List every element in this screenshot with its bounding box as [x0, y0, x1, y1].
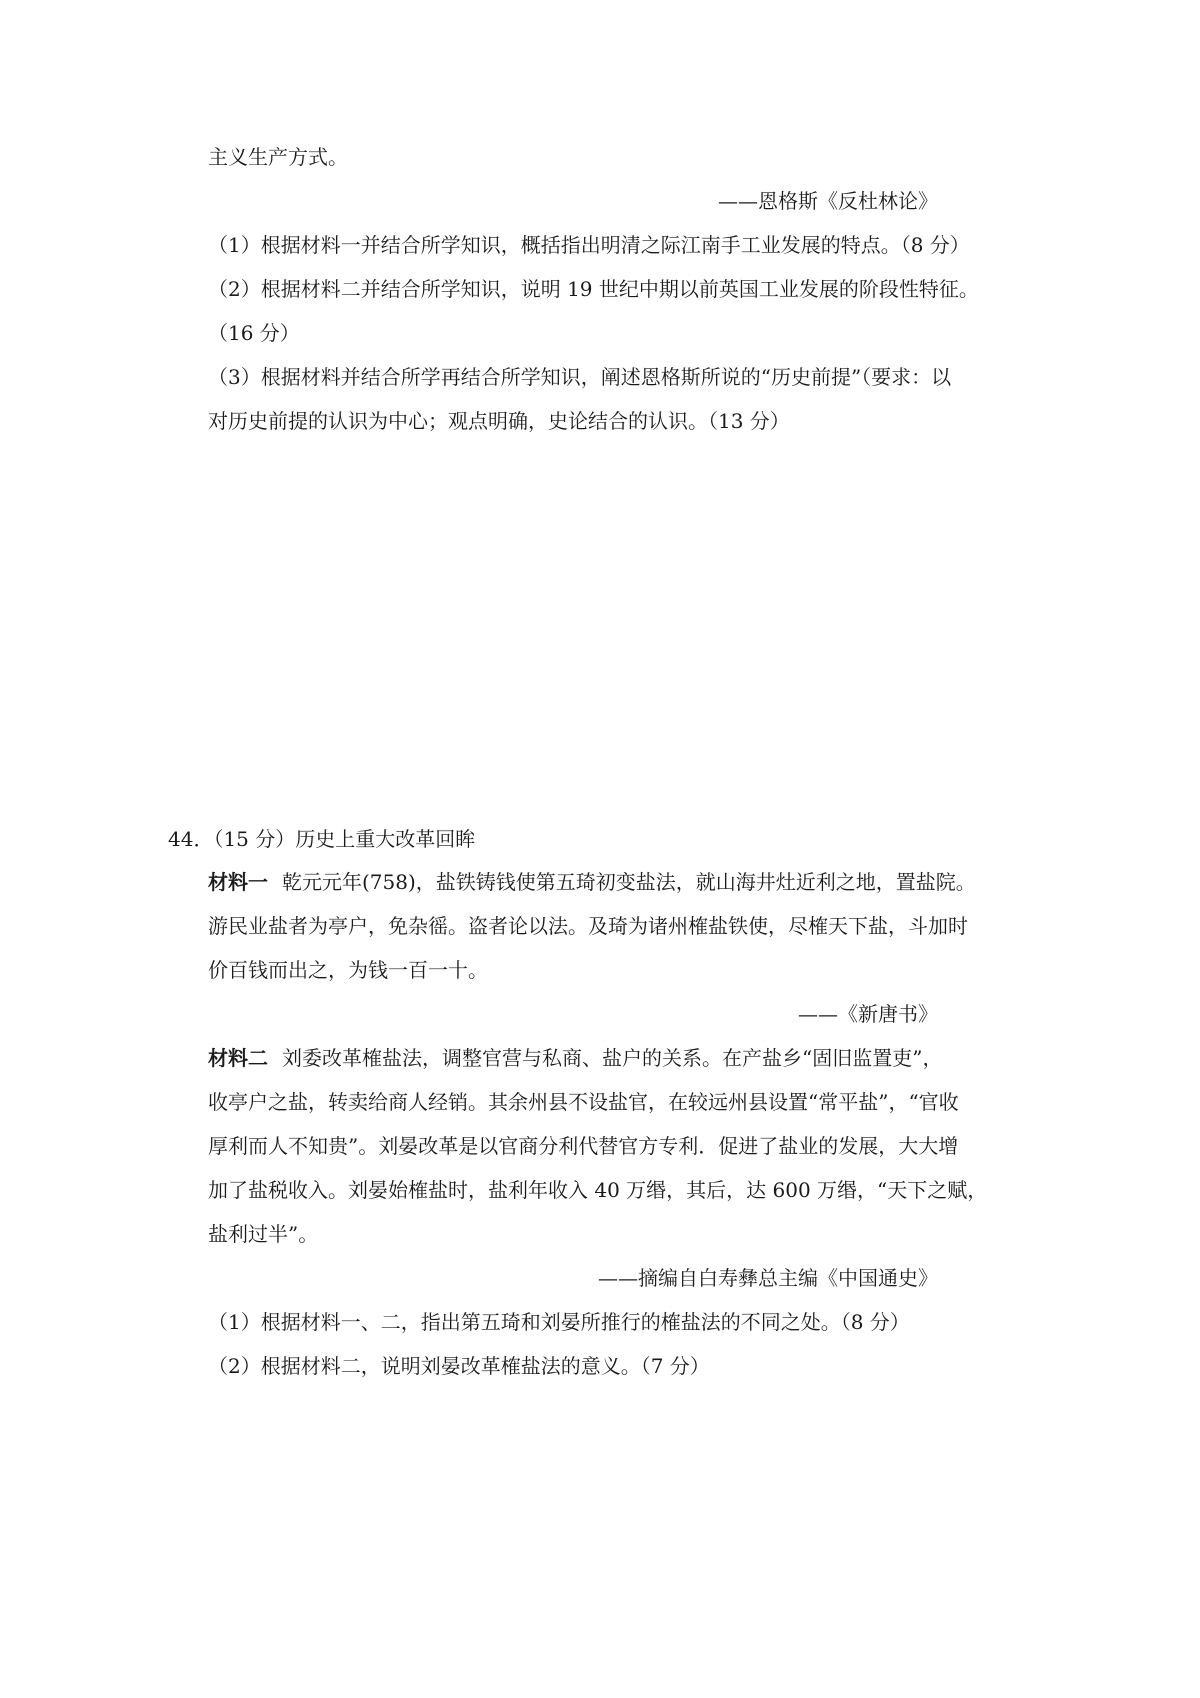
q43-continued-line: 主义生产方式。	[208, 145, 348, 169]
material1-label: 材料一	[208, 870, 268, 894]
q44-material1-line1	[208, 868, 976, 896]
q43-source: ——恩格斯《反杜林论》	[718, 189, 938, 213]
q44-material1-line2: 游民业盐者为亭户，免杂徭。盗者论以法。及琦为诸州榷盐铁使，尽榷天下盐，斗加时	[208, 914, 968, 938]
q44-sub2: （2）根据材料二，说明刘晏改革榷盐法的意义。（7 分）	[208, 1354, 710, 1378]
q43-sub2-line1: （2）根据材料二并结合所学知识，说明 19 世纪中期以前英国工业发展的阶段性特征。	[208, 277, 979, 301]
q44-sub1: （1）根据材料一、二，指出第五琦和刘晏所推行的榷盐法的不同之处。（8 分）	[208, 1310, 910, 1334]
q44-material2-line1	[208, 1044, 942, 1072]
material2-text-line1: 刘委改革榷盐法，调整官营与私商、盐户的关系。在产盐乡“固旧监置吏”，	[282, 1046, 943, 1070]
material2-label: 材料二	[208, 1046, 268, 1070]
q43-sub3-line2: 对历史前提的认识为中心；观点明确，史论结合的认识。（13 分）	[208, 409, 790, 433]
q43-sub2-line2: （16 分）	[208, 321, 300, 345]
q44-material2-line5: 盐利过半”。	[208, 1222, 319, 1246]
q44-material2-line3: 厚利而人不知贵”。刘晏改革是以官商分利代替官方专利．促进了盐业的发展，大大增	[208, 1134, 959, 1158]
q44-material2-line4: 加了盐税收入。刘晏始榷盐时，盐利年收入 40 万缗，其后，达 600 万缗，“天下之赋，	[208, 1178, 988, 1202]
q43-sub3-line1: （3）根据材料并结合所学再结合所学知识，阐述恩格斯所说的“历史前提”（要求：以	[208, 365, 952, 389]
q43-sub1: （1）根据材料一并结合所学知识，概括指出明清之际江南手工业发展的特点。（8 分）	[208, 233, 970, 257]
material1-text-line1: 乾元元年(758)，盐铁铸钱使第五琦初变盐法，就山海井灶近利之地，置盐院。	[282, 870, 976, 894]
q44-material1-line3: 价百钱而出之，为钱一百一十。	[208, 958, 488, 982]
q44-material2-source: ——摘编自白寿彝总主编《中国通史》	[598, 1266, 938, 1290]
q44-material1-source: ——《新唐书》	[798, 1002, 938, 1026]
q44-material2-line2: 收亭户之盐，转卖给商人经销。其余州县不设盐官，在较远州县设置“常平盐”，“官收	[208, 1090, 959, 1114]
q44-header: 44．（15 分）历史上重大改革回眸	[168, 827, 476, 851]
